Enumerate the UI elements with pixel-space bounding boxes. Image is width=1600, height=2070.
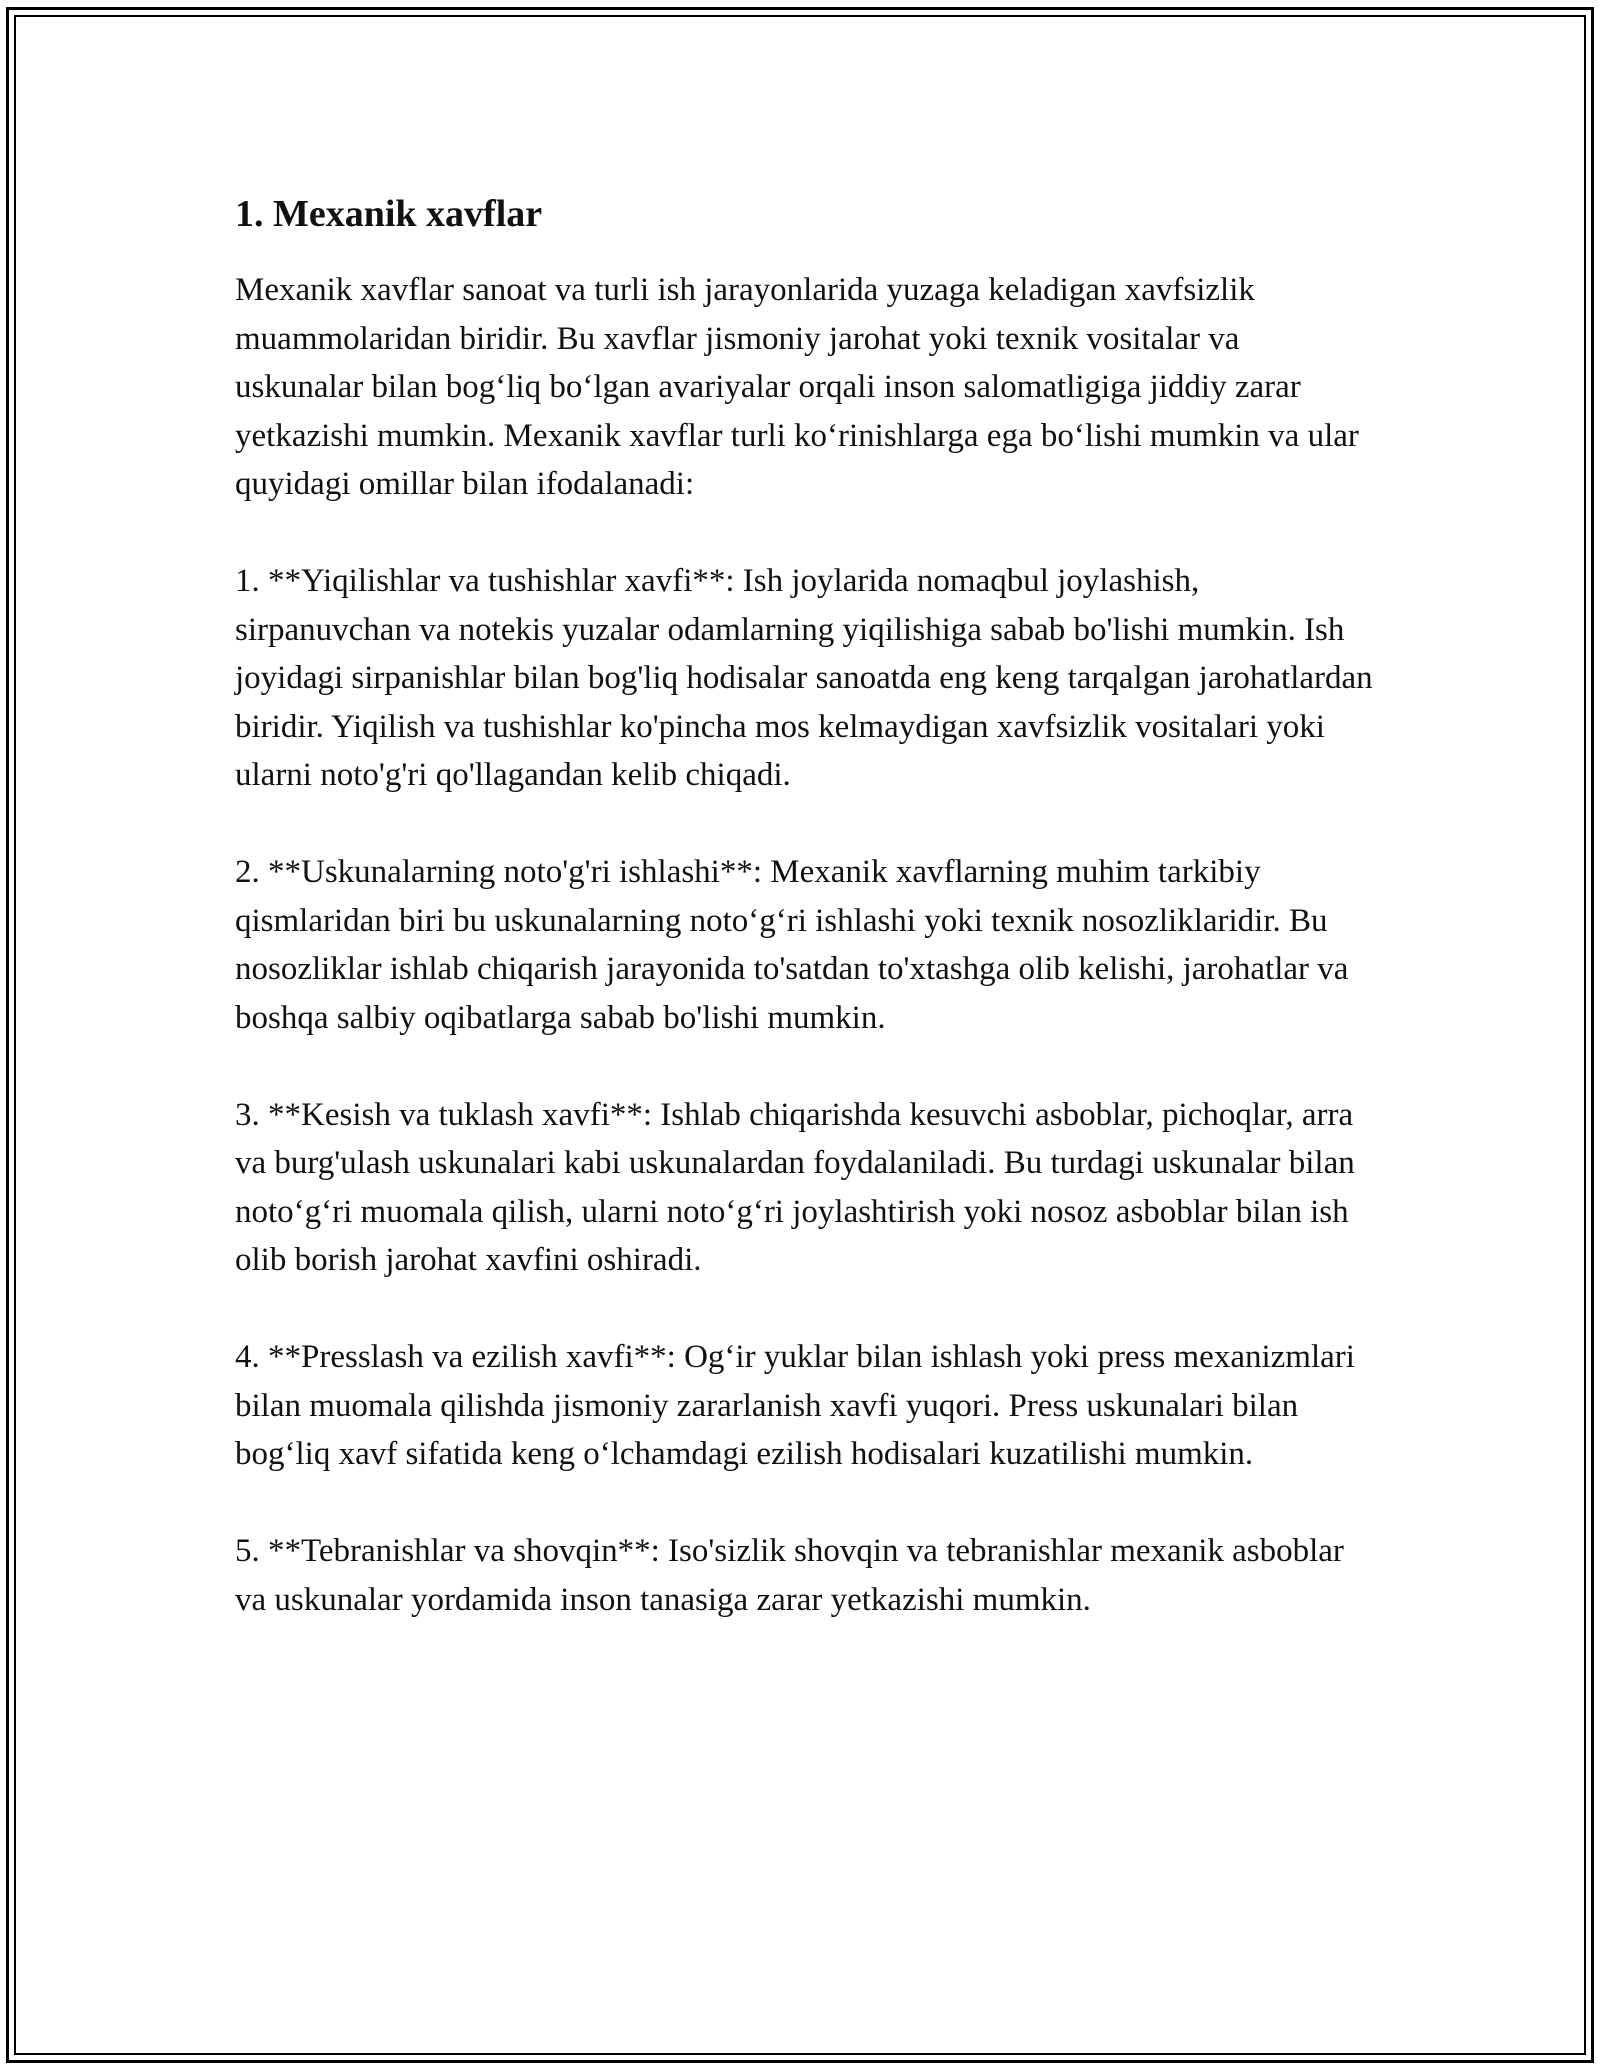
section-heading: 1. Mexanik xavflar xyxy=(235,193,543,235)
list-item-equipment-malfunction: 2. **Uskunalarning noto'g'ri ishlashi**: Mexanik xavflarning muhim tarkibiy qismlaridan biri bu uskunalarning noto‘g‘ri ishlashi yoki texnik nosozliklaridir. Bu nosozliklar ishlab chiqarish jarayonida to'satdan to'xtashga olib kelishi, jarohatlar va boshqa salbiy oqibatlarga sabab bo'lishi mumkin. xyxy=(235,854,1349,1036)
list-item-falls: 1. **Yiqilishlar va tushishlar xavfi**: Ish joylarida nomaqbul joylashish, sirpanuvchan va notekis yuzalar odamlarning yiqilishiga sabab bo'lishi mumkin. Ish joyidagi sirpanishlar bilan bog'liq hodisalar sanoatda eng keng tarqalgan jarohatlardan biridir. Yiqilish va tushishlar ko'pincha mos kelmaydigan xavfsizlik vositalari yoki ularni noto'g'ri qo'llagandan kelib chiqadi. xyxy=(235,563,1373,793)
list-item-crushing: 4. **Presslash va ezilish xavfi**: Og‘ir yuklar bilan ishlash yoki press mexanizmlari bilan muomala qilishda jismoniy zararlanish xavfi yuqori. Press uskunalari bilan bog‘liq xavf sifatida keng o‘lchamdagi ezilish hodisalari kuzatilishi mumkin. xyxy=(235,1339,1355,1472)
intro-paragraph: Mexanik xavflar sanoat va turli ish jarayonlarida yuzaga keladigan xavfsizlik muammolaridan biridir. Bu xavflar jismoniy jarohat yoki texnik vositalar va uskunalar bilan bog‘liq bo‘lgan avariyalar orqali inson salomatligiga jiddiy zarar yetkazishi mumkin. Mexanik xavflar turli ko‘rinishlarga ega bo‘lishi mumkin va ular quyidagi omillar bilan ifodalanadi: xyxy=(235,272,1359,502)
list-item-vibration-noise: 5. **Tebranishlar va shovqin**: Iso'sizlik shovqin va tebranishlar mexanik asboblar va uskunalar yordamida inson tanasiga zarar yetkazishi mumkin. xyxy=(235,1533,1344,1618)
list-item-cutting: 3. **Kesish va tuklash xavfi**: Ishlab chiqarishda kesuvchi asboblar, pichoqlar, arra va burg'ulash uskunalari kabi uskunalardan foydalaniladi. Bu turdagi uskunalar bilan noto‘g‘ri muomala qilish, ularni noto‘g‘ri joylashtirish yoki nosoz asboblar bilan ish olib borish jarohat xavfini oshiradi. xyxy=(235,1096,1355,1278)
document-body xyxy=(235,190,1375,1673)
